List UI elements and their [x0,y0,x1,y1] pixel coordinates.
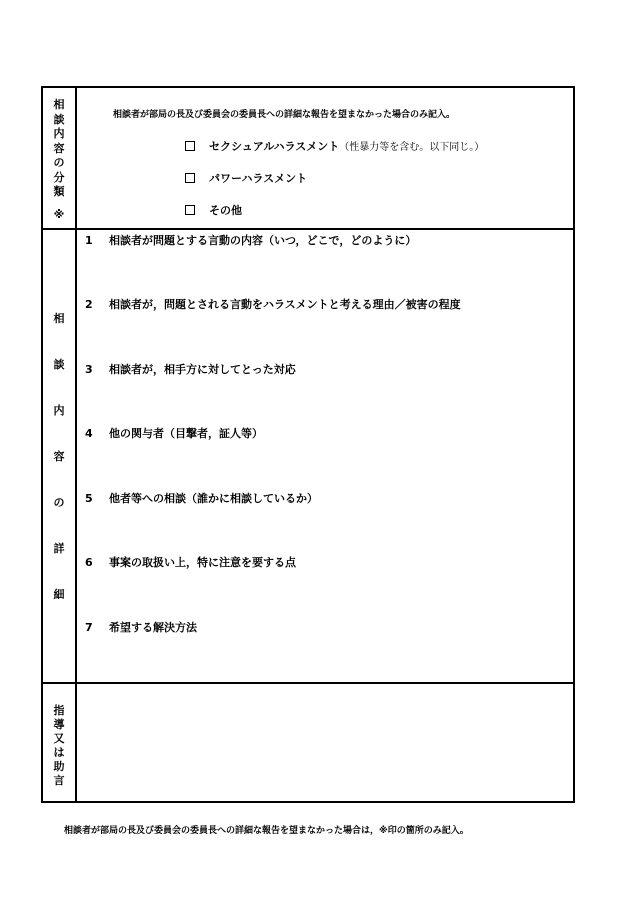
checkbox-sexual-harassment[interactable] [185,141,195,151]
guidance-label: 指 導 又 は 助 言 [53,704,65,787]
detail-item-7: 7 希望する解決方法 [85,621,197,634]
section-divider-1 [43,228,573,230]
detail-item-1: 1 相談者が問題とする言動の内容（いつ，どこで，どのように） [85,234,417,247]
detail-item-5: 5 他者等への相談（誰かに相談しているか） [85,492,318,505]
section-divider-2 [43,682,573,684]
detail-item-3: 3 相談者が，相手方に対してとった対応 [85,363,296,376]
details-label: 相 談 内 容 の 詳 細 [53,312,65,601]
option-power-harassment[interactable]: パワーハラスメント [185,170,307,186]
option-other[interactable]: その他 [185,202,242,218]
label-column-divider [75,88,77,801]
classification-note: 相談者が部局の長及び委員会の委員長への詳細な報告を望まなかった場合のみ記入。 [113,110,456,120]
detail-item-4: 4 他の関与者（目撃者，証人等） [85,427,263,440]
footer-note: 相談者が部局の長及び委員会の委員長への詳細な報告を望まなかった場合は，※印の箇所のみ記入。 [64,826,469,836]
checkbox-other[interactable] [185,205,195,215]
detail-item-2: 2 相談者が，問題とされる言動をハラスメントと考える理由／被害の程度 [85,298,461,311]
consultation-form [41,86,575,803]
option-sexual-harassment[interactable]: セクシュアルハラスメント（性暴力等を含む。以下同じ。） [185,138,484,154]
checkbox-power-harassment[interactable] [185,173,195,183]
detail-item-6: 6 事案の取扱い上，特に注意を要する点 [85,556,296,569]
classification-label: 相 談 内 容 の 分 類 ※ [53,98,65,221]
